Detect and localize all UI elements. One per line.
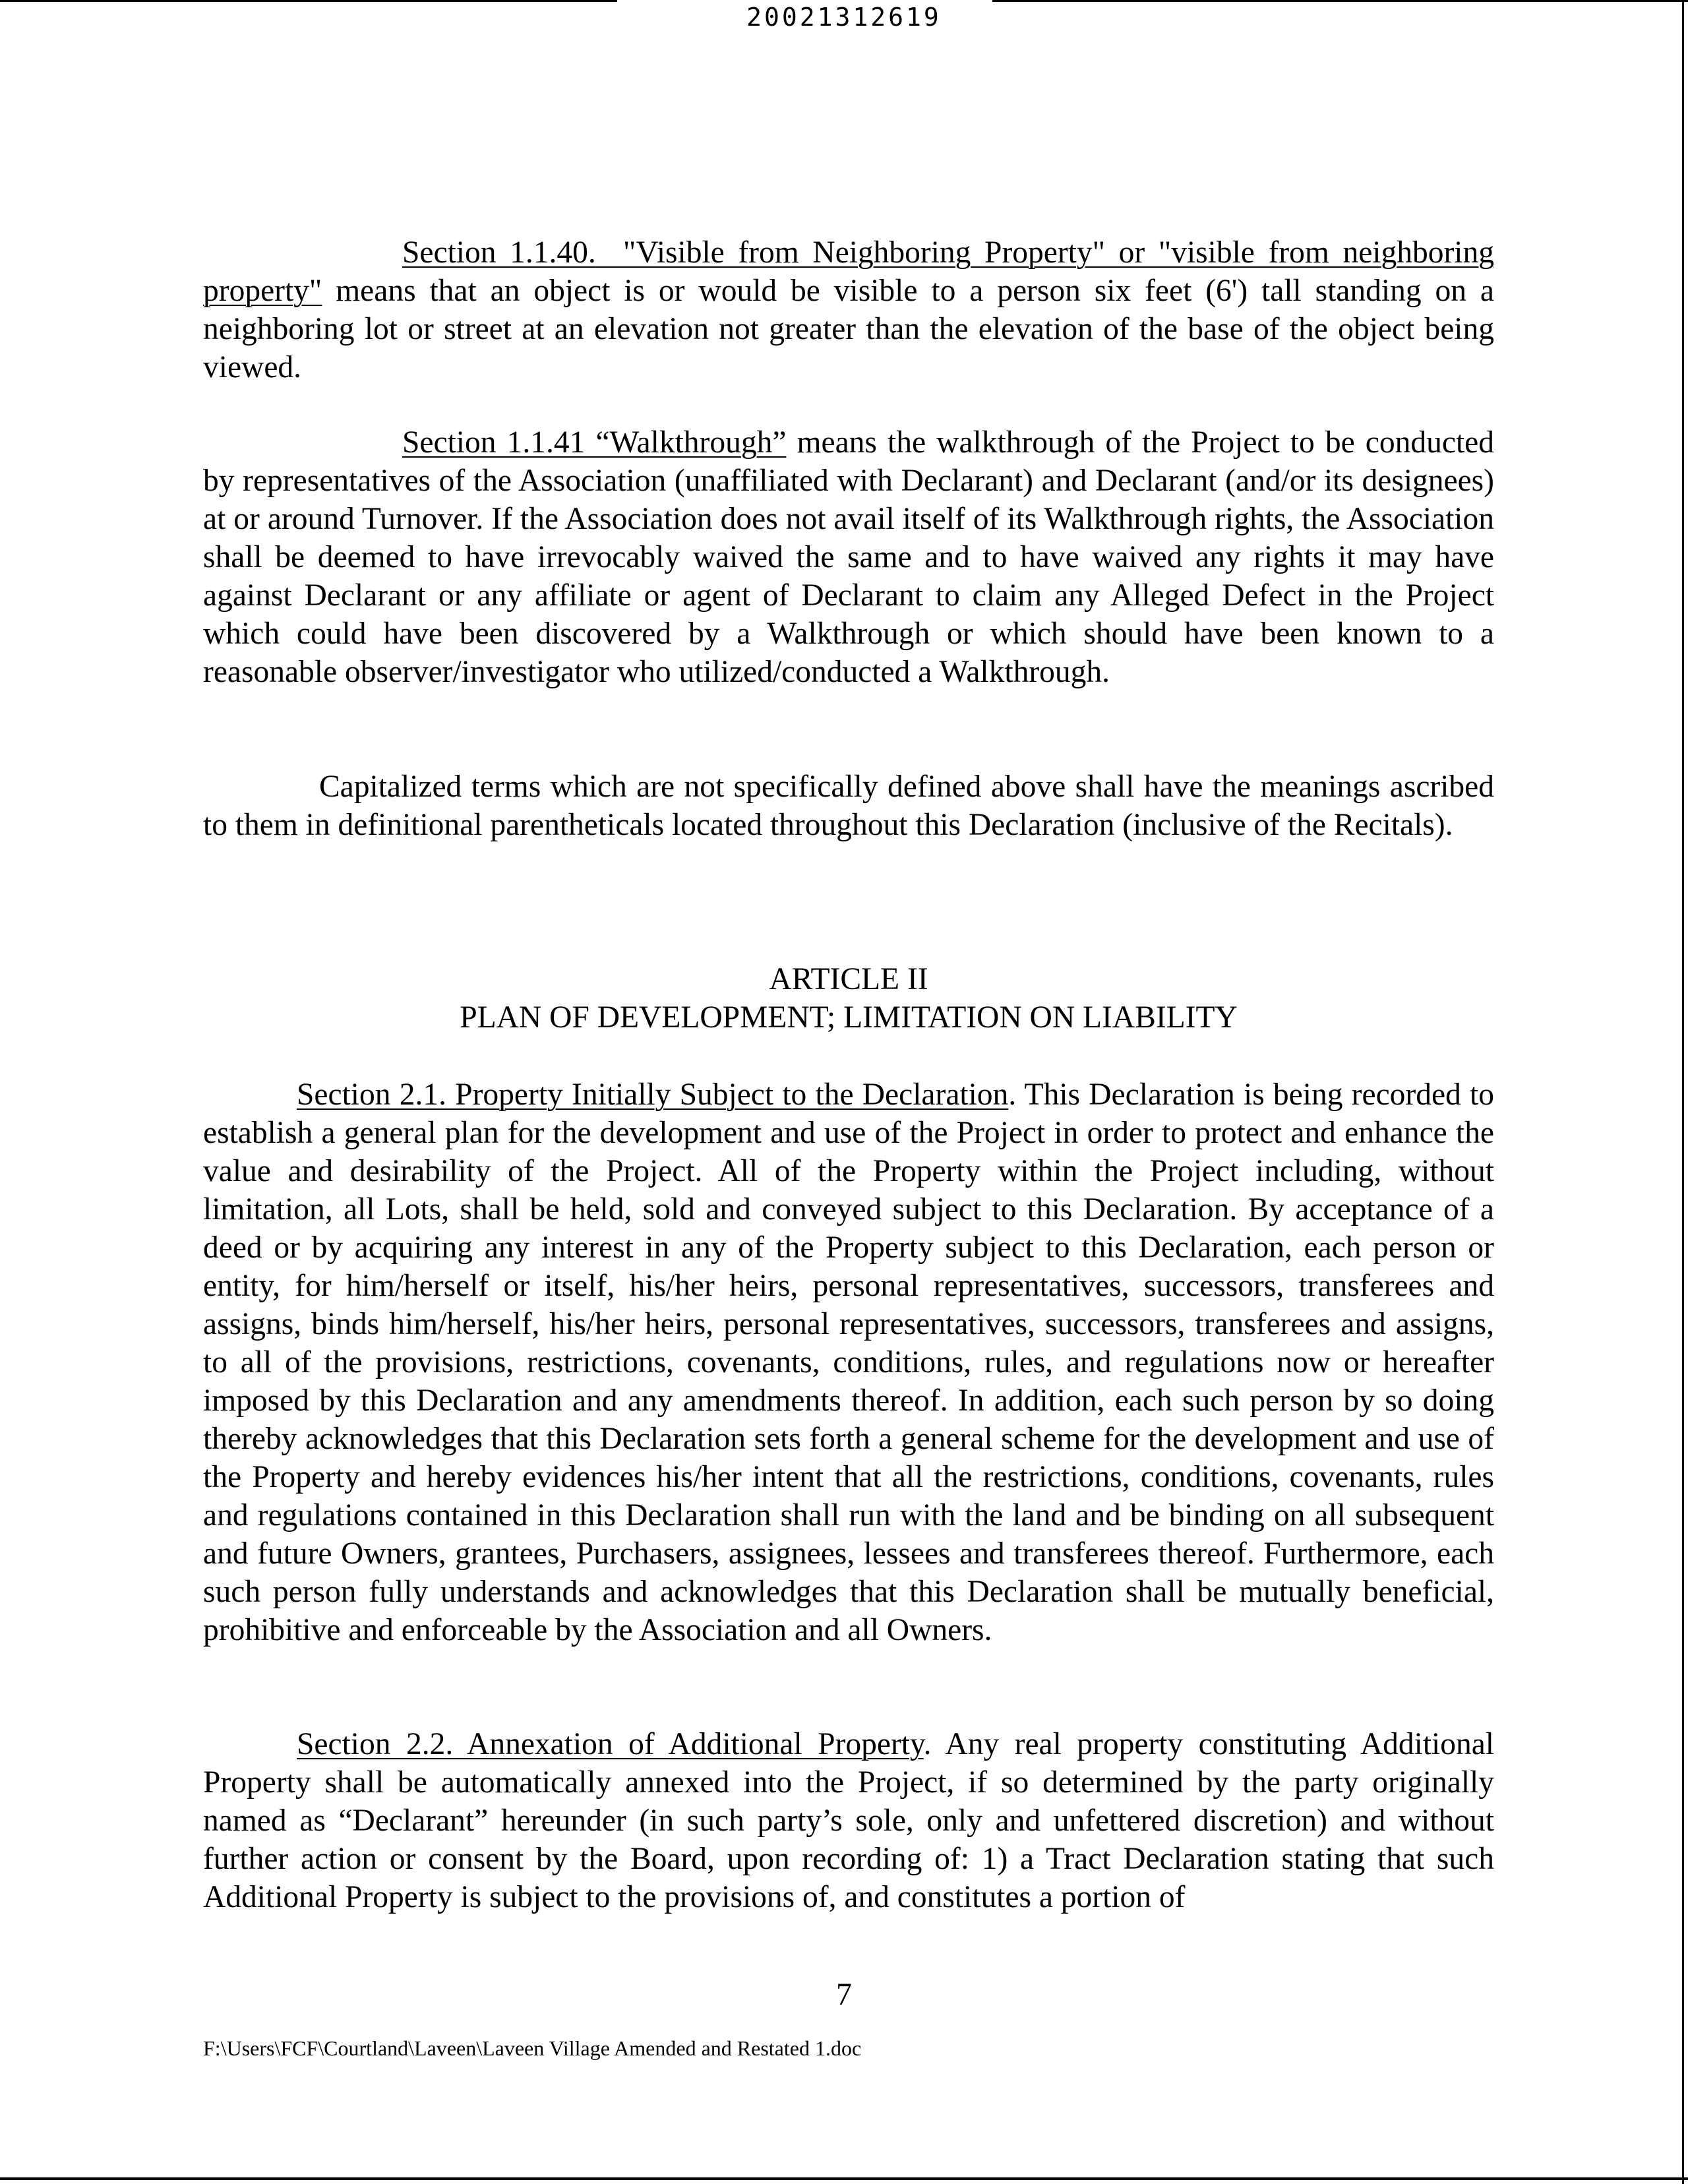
file-path: F:\Users\FCF\Courtland\Laveen\Laveen Village Amended and Restated 1.doc xyxy=(203,2036,862,2060)
document-number: 20021312619 xyxy=(746,3,942,32)
section-1-1-41 xyxy=(203,423,1494,691)
article-number: ARTICLE II xyxy=(769,962,928,996)
section-2-2-heading: Section 2.2. Annexation of Additional Property xyxy=(297,1727,924,1761)
page-number: 7 xyxy=(836,1977,852,2012)
section-1-1-40-body: means that an object is or would be visible to a person six feet (6') tall standing on a neighboring lot or street at an elevation not greater than the elevation of the base of the object being viewed. xyxy=(203,274,1494,384)
section-1-1-41-heading: Section 1.1.41 “Walkthrough” xyxy=(402,425,787,460)
scan-header-line-right xyxy=(992,0,1688,2)
capitalized-terms-paragraph: Capitalized terms which are not specifically defined above shall have the meanings ascribed to them in definitional parentheticals located throughout this Declaration (inclusive of the Recitals). xyxy=(203,770,1494,842)
section-2-2 xyxy=(203,1725,1494,1916)
section-2-1 xyxy=(203,1076,1494,1649)
section-1-1-40-heading: Section 1.1.40. "Visible from Neighboring Property" or "visible from neighboring property" xyxy=(203,235,1494,308)
scan-right-edge xyxy=(1682,0,1684,2184)
section-2-1-body: . This Declaration is being recorded to establish a general plan for the development and use of the Project in order to protect and enhance the value and desirability of the Project. All of the Property within the Project including, without limitation, all Lots, shall be held, sold and conveyed subject to this Declaration. By acceptance of a deed or by acquiring any interest in any of the Property subject to this Declaration, each person or entity, for him/herself or itself, his/her heirs, personal representatives, successors, transferees and assigns, binds him/herself, his/her heirs, personal representatives, successors, transferees and assigns, to all of the provisions, restrictions, covenants, conditions, rules, and regulations now or hereafter imposed by this Declaration and any amendments thereof. In addition, each such person by so doing thereby acknowledges that this Declaration sets forth a general scheme for the development and use of the Property and hereby evidences his/her intent that all the restrictions, conditions, covenants, rules and regulations contained in this Declaration shall run with the land and be binding on all subsequent and future Owners, grantees, Purchasers, assignees, lessees and transferees thereof. Furthermore, each such person fully understands and acknowledges that this Declaration shall be mutually beneficial, prohibitive and enforceable by the Association and all Owners. xyxy=(203,1077,1494,1647)
section-2-2-body: . Any real property constituting Additional Property shall be automatically annexed into the Project, if so determined by the party originally named as “Declarant” hereunder (in such party’s sole, only and unfettered discretion) and without further action or consent by the Board, upon recording of: 1) a Tract Declaration stating that such Additional Property is subject to the provisions of, and constitutes a portion of xyxy=(203,1727,1495,1914)
section-1-1-41-body: means the walkthrough of the Project to be conducted by representatives of the Association (unaffiliated with Declarant) and Declarant (and/or its designees) at or around Turnover. If the Association does not avail itself of its Walkthrough rights, the Association shall be deemed to have irrevocably waived the same and to have waived any rights it may have against Declarant or any affiliate or agent of Declarant to claim any Alleged Defect in the Project which could have been discovered by a Walkthrough or which should have been known to a reasonable observer/investigator who utilized/conducted a Walkthrough. xyxy=(203,425,1495,689)
section-2-1-heading: Section 2.1. Property Initially Subject to the Declaration xyxy=(297,1077,1009,1112)
article-title: PLAN OF DEVELOPMENT; LIMITATION ON LIABILITY xyxy=(460,1000,1238,1035)
section-1-1-40 xyxy=(203,233,1494,386)
scan-bottom-edge xyxy=(0,2177,1688,2180)
scan-header-line-left xyxy=(0,0,617,2)
